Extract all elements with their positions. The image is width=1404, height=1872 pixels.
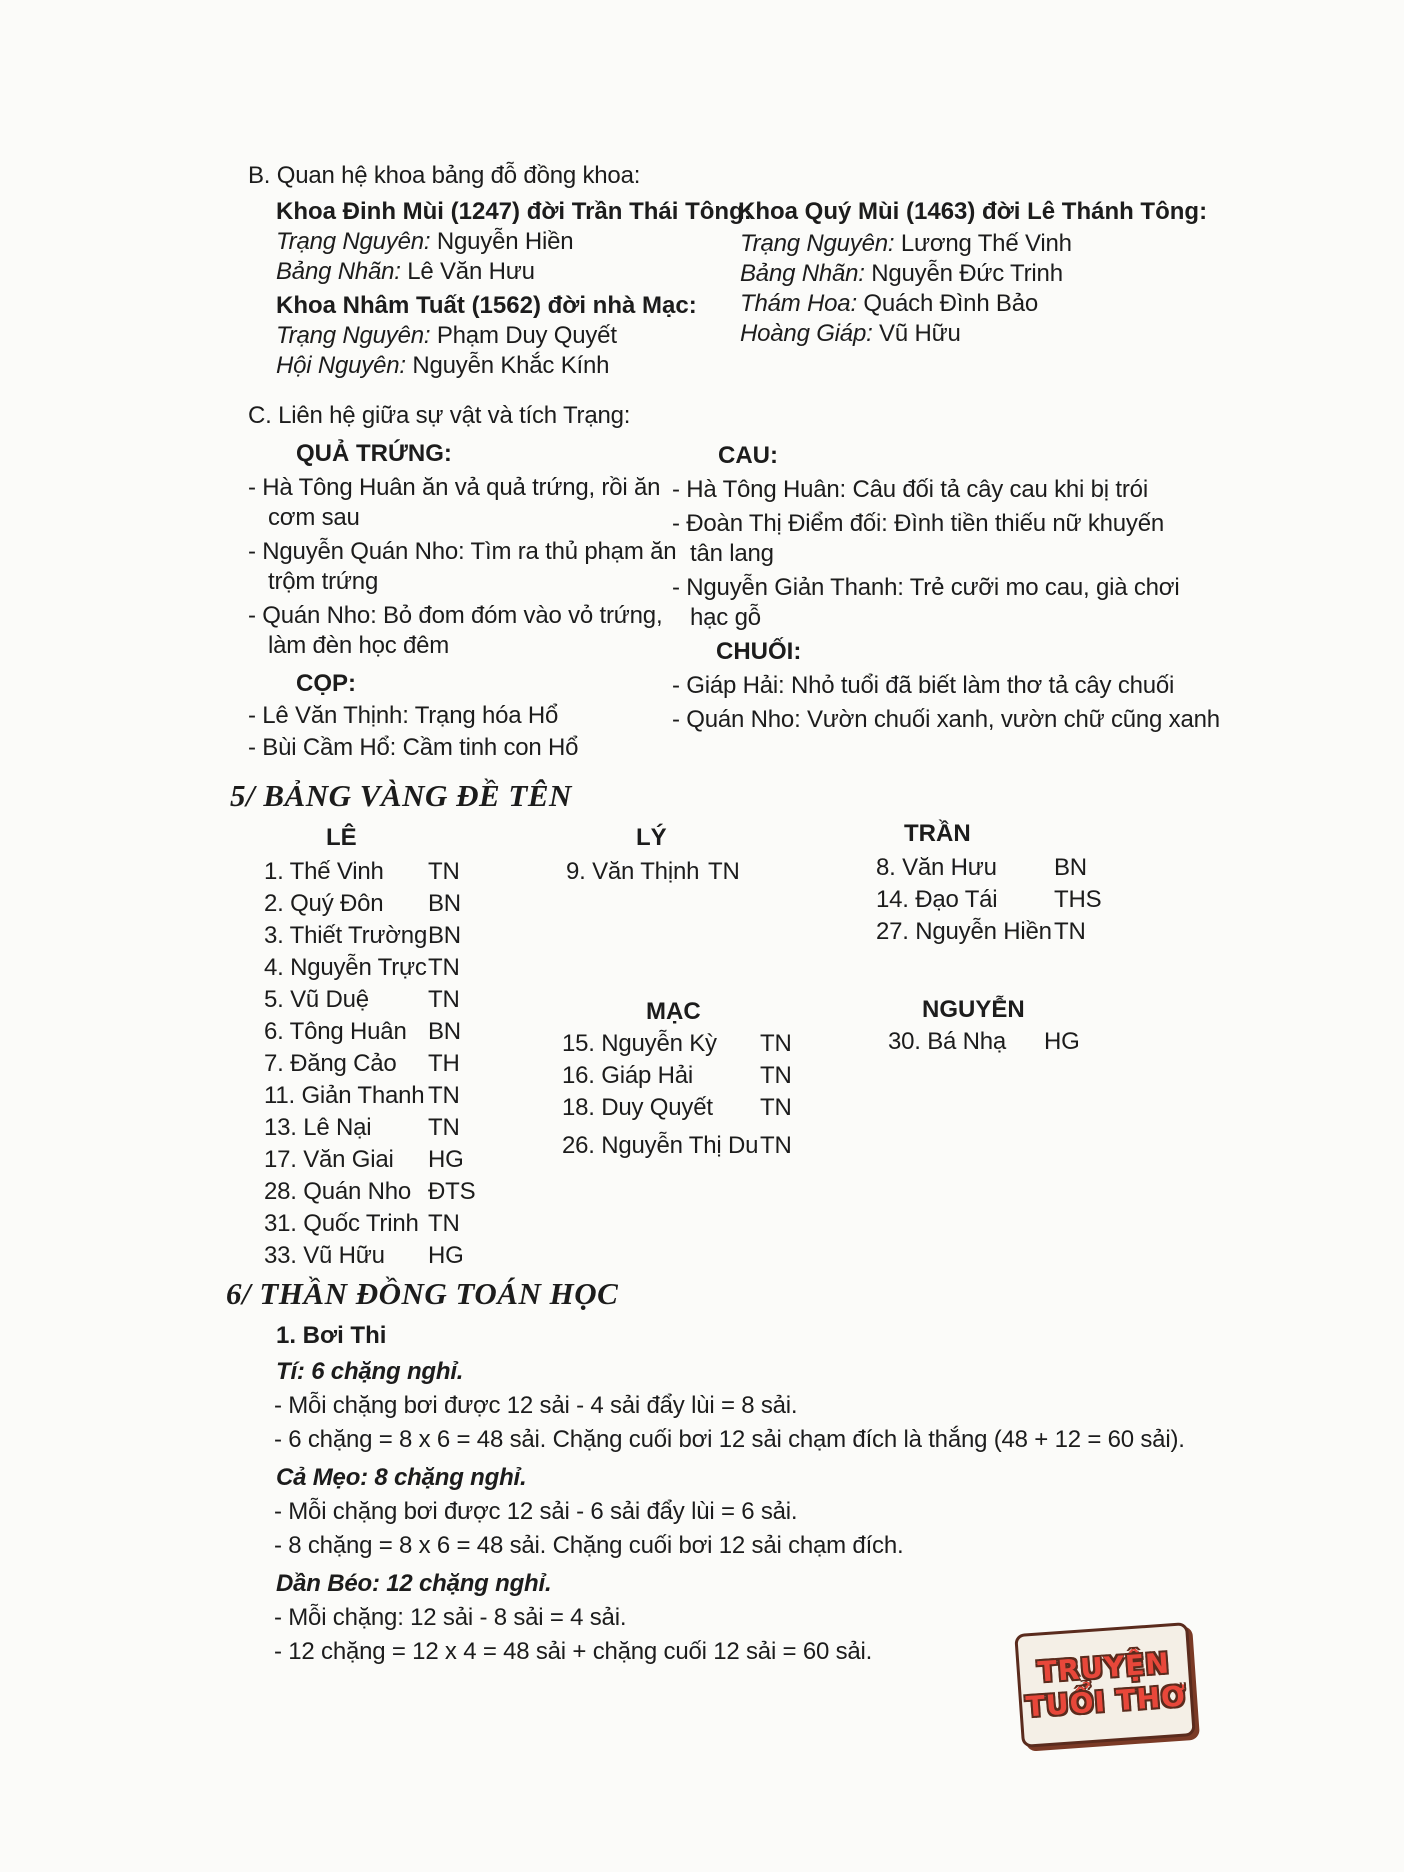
list-item: 14. Đạo Tái THS [876, 886, 1102, 913]
nguyen-list [888, 1026, 1080, 1058]
list-item: 7. Đăng Cảo TH [264, 1050, 460, 1077]
chuoi-heading: CHUỐI: [716, 638, 802, 665]
tran-list [876, 852, 1101, 948]
exam3-heading: Khoa Quý Mùi (1463) đời Lê Thánh Tông: [738, 198, 1208, 225]
truyen-tuoi-tho-logo [1014, 1622, 1196, 1748]
list-item: 16. Giáp Hải TN [562, 1062, 792, 1089]
section6-title: 6/ THẦN ĐỒNG TOÁN HỌC [226, 1276, 619, 1311]
group-line: - 6 chặng = 8 x 6 = 48 sải. Chặng cuối bơi 12 sải chạm đích là thắng (48 + 12 = 60 sải). [274, 1426, 1185, 1453]
le-list [264, 856, 475, 1272]
list-item: 28. Quán Nho ĐTS [264, 1178, 476, 1205]
section-b-title: B. Quan hệ khoa bảng đỗ đồng khoa: [248, 162, 641, 189]
list-item: 8. Văn Hưu BN [876, 854, 1087, 881]
mac-heading: MẠC [646, 998, 701, 1025]
list-item: 33. Vũ Hữu HG [264, 1242, 464, 1269]
exam3-line: Hoàng Giáp: Vũ Hữu [740, 320, 961, 347]
list-item: 27. Nguyễn Hiền TN [876, 918, 1086, 945]
exam2-line: Hội Nguyên: Nguyễn Khắc Kính [276, 352, 610, 379]
group-line: - Mỗi chặng bơi được 12 sải - 6 sải đẩy lùi = 6 sải. [274, 1498, 798, 1525]
exam3-line: Bảng Nhãn: Nguyễn Đức Trinh [740, 260, 1063, 287]
qua-trung-item: - Hà Tông Huân ăn vả quả trứng, rồi ăn [248, 474, 661, 501]
qua-trung-heading: QUẢ TRỨNG: [296, 440, 452, 467]
cau-item: hạc gỗ [690, 604, 761, 631]
cop-heading: CỌP: [296, 670, 356, 697]
group-heading: Tí: 6 chặng nghỉ. [276, 1358, 464, 1385]
nguyen-heading: NGUYỄN [922, 996, 1025, 1023]
cau-heading: CAU: [718, 442, 778, 469]
list-item: 15. Nguyễn Kỳ TN [562, 1030, 792, 1057]
group-line: - Mỗi chặng bơi được 12 sải - 4 sải đẩy lùi = 8 sải. [274, 1392, 798, 1419]
list-item: 1. Thế Vinh TN [264, 858, 460, 885]
section6-subtitle: 1. Bơi Thi [276, 1322, 387, 1349]
qua-trung-item: trộm trứng [268, 568, 379, 595]
list-item: 3. Thiết Trường BN [264, 922, 461, 949]
list-item: 26. Nguyễn Thị Du TN [562, 1132, 792, 1159]
exam1-line: Trạng Nguyên: Nguyễn Hiền [276, 228, 574, 255]
exam1-line: Bảng Nhãn: Lê Văn Hưu [276, 258, 535, 285]
qua-trung-item: - Quán Nho: Bỏ đom đóm vào vỏ trứng, [248, 602, 663, 629]
cau-item: - Đoàn Thị Điểm đối: Đình tiền thiếu nữ khuyến [672, 510, 1165, 537]
ly-list [566, 856, 740, 888]
cau-item: - Nguyễn Giản Thanh: Trẻ cưỡi mo cau, già chơi [672, 574, 1180, 601]
exam3-line: Thám Hoa: Quách Đình Bảo [740, 290, 1039, 317]
list-item: 13. Lê Nại TN [264, 1114, 460, 1141]
list-item: 11. Giản Thanh TN [264, 1082, 460, 1109]
qua-trung-item: làm đèn học đêm [268, 632, 450, 659]
group-heading: Cả Mẹo: 8 chặng nghỉ. [276, 1464, 527, 1491]
qua-trung-item: - Nguyễn Quán Nho: Tìm ra thủ phạm ăn [248, 538, 677, 565]
le-heading: LÊ [326, 824, 357, 851]
qua-trung-item: cơm sau [268, 504, 360, 531]
chuoi-item: - Quán Nho: Vườn chuối xanh, vườn chữ cũng xanh [672, 706, 1220, 733]
group-line: - 12 chặng = 12 x 4 = 48 sải + chặng cuối 12 sải = 60 sải. [274, 1638, 873, 1665]
list-item: 30. Bá Nhạ HG [888, 1028, 1080, 1055]
list-item: 9. Văn Thịnh TN [566, 858, 740, 885]
cau-item: tân lang [690, 540, 774, 567]
list-item: 5. Vũ Duệ TN [264, 986, 460, 1013]
ly-heading: LÝ [636, 824, 667, 851]
exam3-line: Trạng Nguyên: Lương Thế Vinh [740, 230, 1072, 257]
section5-title: 5/ BẢNG VÀNG ĐỀ TÊN [230, 778, 572, 813]
mac-list [562, 1028, 792, 1166]
logo-line1: TRUYỆN [1036, 1646, 1171, 1689]
list-item: 18. Duy Quyết TN [562, 1094, 792, 1121]
cop-item: - Lê Văn Thịnh: Trạng hóa Hổ [248, 702, 559, 729]
list-item: 31. Quốc Trinh TN [264, 1210, 460, 1237]
list-item: 17. Văn Giai HG [264, 1146, 464, 1173]
exam1-heading: Khoa Đinh Mùi (1247) đời Trần Thái Tông: [276, 198, 752, 225]
exam2-line: Trạng Nguyên: Phạm Duy Quyết [276, 322, 617, 349]
list-item: 6. Tông Huân BN [264, 1018, 461, 1045]
section-c-title: C. Liên hệ giữa sự vật và tích Trạng: [248, 402, 631, 429]
group-line: - 8 chặng = 8 x 6 = 48 sải. Chặng cuối bơi 12 sải chạm đích. [274, 1532, 904, 1559]
group-heading: Dần Béo: 12 chặng nghỉ. [276, 1570, 552, 1597]
exam2-heading: Khoa Nhâm Tuất (1562) đời nhà Mạc: [276, 292, 697, 319]
list-item: 4. Nguyễn Trực TN [264, 954, 460, 981]
list-item: 2. Quý Đôn BN [264, 890, 461, 917]
group-line: - Mỗi chặng: 12 sải - 8 sải = 4 sải. [274, 1604, 627, 1631]
chuoi-item: - Giáp Hải: Nhỏ tuổi đã biết làm thơ tả cây chuối [672, 672, 1175, 699]
logo-line2: TUỔI THƠ [1024, 1679, 1188, 1724]
cau-item: - Hà Tông Huân: Câu đối tả cây cau khi bị trói [672, 476, 1148, 503]
cop-item: - Bùi Cầm Hổ: Cầm tinh con Hổ [248, 734, 579, 761]
tran-heading: TRẦN [904, 820, 971, 847]
